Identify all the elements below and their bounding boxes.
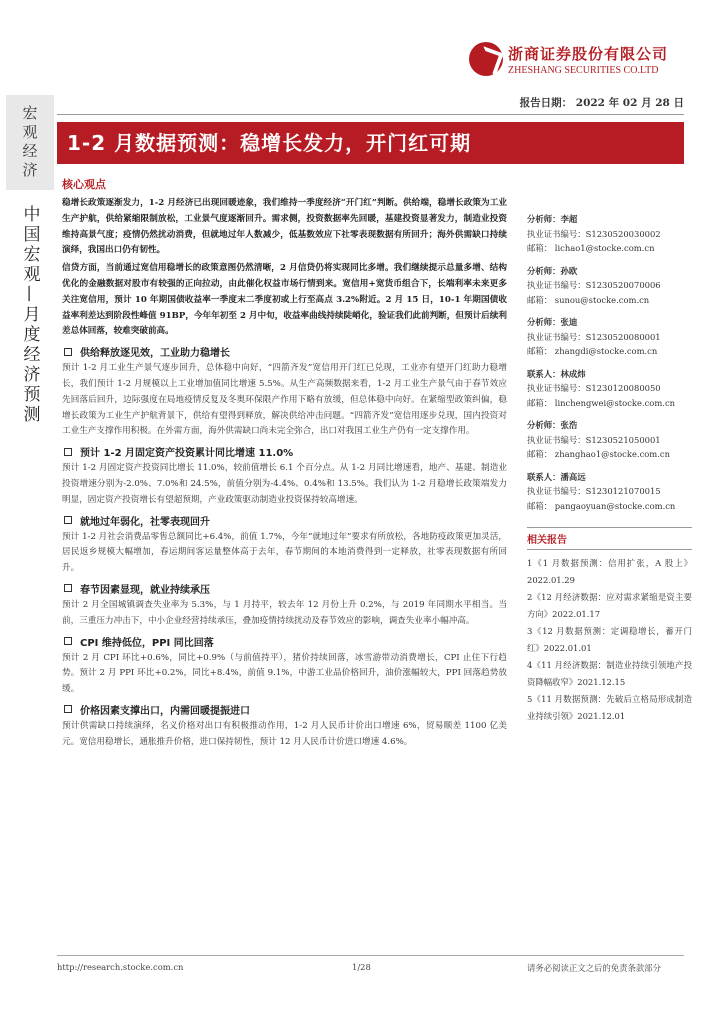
analyst-cert: 执业证书编号：S1230520030002 — [527, 228, 661, 239]
right-column — [527, 212, 692, 725]
analyst-email[interactable]: 邮箱： sunou@stocke.com.cn — [527, 294, 650, 305]
company-name-cn: 浙商证券股份有限公司 — [508, 44, 669, 63]
analyst-cert: 执业证书编号：S1230520080001 — [527, 331, 661, 342]
analyst-role: 分析师： — [527, 317, 561, 327]
analyst-cert: 执业证书编号：S1230121070015 — [527, 486, 661, 496]
company-logo — [469, 42, 668, 76]
checkbox-bullet-icon — [64, 705, 72, 713]
section-body: 预计 2 月全国城镇调查失业率为 5.3%，与 1 月持平，较去年 12 月份上升 0.2%，与 2019 年同期水平相当。当前，三重压力冲击下，中小企业经营持续承压，叠加疫情持续扰动及春节效应的影响，调查失业率小幅冲高。 — [62, 599, 507, 626]
related-report-item[interactable]: 1《1 月数据预测：信用扩张，A 股上》2022.01.29 — [527, 558, 692, 585]
sidebar-series-label: 中国宏观—月度经济预测 — [19, 205, 40, 425]
section-investment — [62, 443, 507, 508]
analyst-name: 张浩 — [560, 420, 578, 430]
core-paragraph-2: 信贷方面，当前通过宽信用稳增长的政策意图仍然清晰，2 月信贷仍将实现同比多增。我们继续提示总量多增、结构优化的金融数据对股市有较强的正向拉动，由此催化权益市场行情到来。宽信用+宽货币组合下，长端利率未来更多关注宽信用，预计 10 年期国债收益率一季度末二季度初或上行至高点 3.2%附近。2 月 15 日，10-1 年期国债收益率利差达到阶段性峰值 91BP，今年年初至 2 月中旬，收益率曲线持续陡峭化，验证我们此前判断，但预计后续利差总体回落，较难突破前高。 — [62, 263, 507, 337]
section-body: 预计供需缺口持续演绎，名义价格对出口有积极推动作用，1-2 月人民币计价出口增速 6%，贸易顺差 1100 亿美元。宽信用稳增长，通胀推升价格，进口保持韧性，预计 12 月人民币计价进口增速 4.6%。 — [62, 720, 507, 747]
footer-url[interactable]: http://research.stocke.com.cn — [57, 962, 184, 972]
section-title: 预计 1-2 月固定资产投资累计同比增速 11.0% — [80, 448, 294, 460]
section-supply — [62, 343, 507, 440]
analyst-role: 联系人： — [527, 368, 561, 379]
section-trade — [62, 701, 507, 751]
core-label: 核心观点 — [62, 178, 106, 191]
footer-disclaimer: 请务必阅读正文之后的免责条款部分 — [527, 963, 661, 973]
section-employment — [62, 580, 507, 630]
analyst-name: 潘高远 — [560, 471, 586, 482]
section-prices — [62, 633, 507, 698]
section-body: 预计 2 月 CPI 环比+0.6%，同比+0.9%（与前值持平），猪价持续回落，冰雪游带动消费增长，CPI 止住下行趋势。预计 2 月 PPI 环比+0.2%，同比+8.4%，前值 9.1%，中游工业品价格回升，油价涨幅较大，PPI 回落趋势放缓。 — [62, 652, 507, 695]
checkbox-bullet-icon — [64, 637, 72, 645]
analyst-role: 联系人： — [527, 471, 561, 482]
analyst-cert: 执业证书编号：S1230520070006 — [527, 280, 661, 290]
related-report-item[interactable]: 2《12 月经济数据：应对需求紧缩是资主要方向》2022.01.17 — [527, 592, 692, 619]
section-title: 供给释放逐见效，工业助力稳增长 — [80, 348, 230, 360]
analyst-role: 分析师： — [527, 265, 561, 276]
analyst-card — [527, 315, 692, 359]
analyst-card — [527, 418, 692, 462]
analyst-card — [527, 212, 692, 256]
section-title: CPI 维持低位，PPI 同比回落 — [80, 637, 214, 649]
core-paragraph-1: 稳增长政策逐渐发力，1-2 月经济已出现回暖迹象，我们维持一季度经济“开门红”判断。供给端，稳增长政策为工业生产护航，供给紧缩限制放松，工业景气度逐渐回升。需求侧，投资数据率先回暖，基建投资显著发力，制造业投资维持高景气度；疫情仍然扰动消费，但就地过年人数减少，低基数效应下社零表现数据有所回升；海外供需缺口持续演绎，我国出口仍有韧性。 — [62, 198, 507, 256]
footer-divider — [57, 955, 684, 956]
checkbox-bullet-icon — [64, 448, 72, 456]
report-date: 报告日期： 2022 年 02 月 28 日 — [519, 97, 684, 109]
analyst-card — [527, 367, 692, 411]
analyst-name: 林成炜 — [560, 368, 586, 379]
analyst-name: 张迪 — [560, 317, 578, 327]
section-title: 价格因素支撑出口，内需回暖提振进口 — [80, 705, 250, 717]
sidebar-category — [6, 95, 54, 190]
analyst-email[interactable]: 邮箱： zhanghao1@stocke.com.cn — [527, 449, 670, 459]
analyst-name: 李超 — [560, 214, 578, 224]
main-content — [62, 176, 507, 751]
analyst-card — [527, 264, 692, 308]
sidebar-series — [6, 205, 54, 425]
sidebar-category-label: 宏观经济 — [20, 104, 39, 181]
related-reports-title: 相关报告 — [527, 527, 692, 550]
section-body: 预计 1-2 月工业生产景气逐步回升，总体稳中向好，“四箭齐发”宽信用开门红已兑现，工业亦有望开门红助力稳增长，我们预计 1-2 月规模以上工业增加值同比增速 5.5%。从生产高频数据来看，1-2 月工业生产景气由于春节效应先回落后回升，边际强度在局地疫情反复及冬奥环保限产作用下略有放缓，但总体稳中向好。在紧缩型政策纠偏，稳增长政策为工业生产护航背景下，供给有望得到释放，解决供给冲击问题。“四箭齐发”宽信用逐步兑现，国内投资对工业生产支撑作用积极。在外需方面，海外供需缺口尚未完全弥合，出口对我国工业生产仍有一定支撑作用。 — [62, 363, 507, 437]
related-report-item[interactable]: 4《11 月经济数据：制造业持续引领地产投资降幅收窄》2021.12.15 — [527, 660, 692, 687]
related-reports-list — [527, 555, 692, 724]
section-body: 预计 1-2 月固定资产投资同比增长 11.0%，较前值增长 6.1 个百分点。从 1-2 月同比增速看，地产、基建、制造业投资增速分别为-2.0%、7.0%和 24.5%，前值分别为-4.4%、0.4%和 13.5%。我们认为 1-2 月稳增长政策端发力明显，固定资产投资增长有望超预期，产业政策驱动制造业投资保持较高增速。 — [62, 463, 507, 505]
analyst-name: 孙欧 — [560, 265, 578, 276]
section-title: 就地过年弱化，社零表现回升 — [80, 516, 210, 528]
page-number: 1/28 — [352, 962, 371, 972]
analyst-cert: 执业证书编号：S1230120080050 — [527, 383, 661, 393]
checkbox-bullet-icon — [64, 348, 72, 356]
section-consumption — [62, 512, 507, 577]
analyst-cert: 执业证书编号：S1230521050001 — [527, 434, 661, 445]
checkbox-bullet-icon — [64, 584, 72, 592]
section-title: 春节因素显现，就业持续承压 — [80, 584, 210, 596]
report-title: 1-2 月数据预测：稳增长发力，开门红可期 — [57, 122, 684, 164]
core-viewpoints — [62, 176, 507, 340]
analyst-role: 分析师： — [527, 214, 561, 224]
analyst-card — [527, 470, 692, 514]
checkbox-bullet-icon — [64, 516, 72, 524]
analyst-email[interactable]: 邮箱： lichao1@stocke.com.cn — [527, 243, 655, 253]
header-divider — [57, 114, 684, 115]
analyst-email[interactable]: 邮箱： zhangdi@stocke.com.cn — [527, 346, 658, 356]
analyst-email[interactable]: 邮箱： linchengwei@stocke.com.cn — [527, 397, 676, 408]
zheshang-logo-icon — [469, 42, 503, 76]
analyst-email[interactable]: 邮箱： pangaoyuan@stocke.com.cn — [527, 500, 676, 511]
analyst-role: 分析师： — [527, 420, 561, 430]
section-body: 预计 1-2 月社会消费品零售总额同比+6.4%，前值 1.7%，今年“就地过年”要求有所放松，各地防疫政策更加灵活，居民返乡规模大幅增加，春运期间客运量整体高于去年，春节期间的本地消费得到一定释放，社零表现数据有所回升。 — [62, 531, 507, 574]
related-report-item[interactable]: 5《11 月数据预测：先破后立格局形成制造业持续引领》2021.12.01 — [527, 694, 692, 721]
related-report-item[interactable]: 3《12 月数据预测：定调稳增长，蓄开门红》2022.01.01 — [527, 626, 692, 653]
company-name-en: ZHESHANG SECURITIES CO.LTD — [508, 64, 659, 76]
